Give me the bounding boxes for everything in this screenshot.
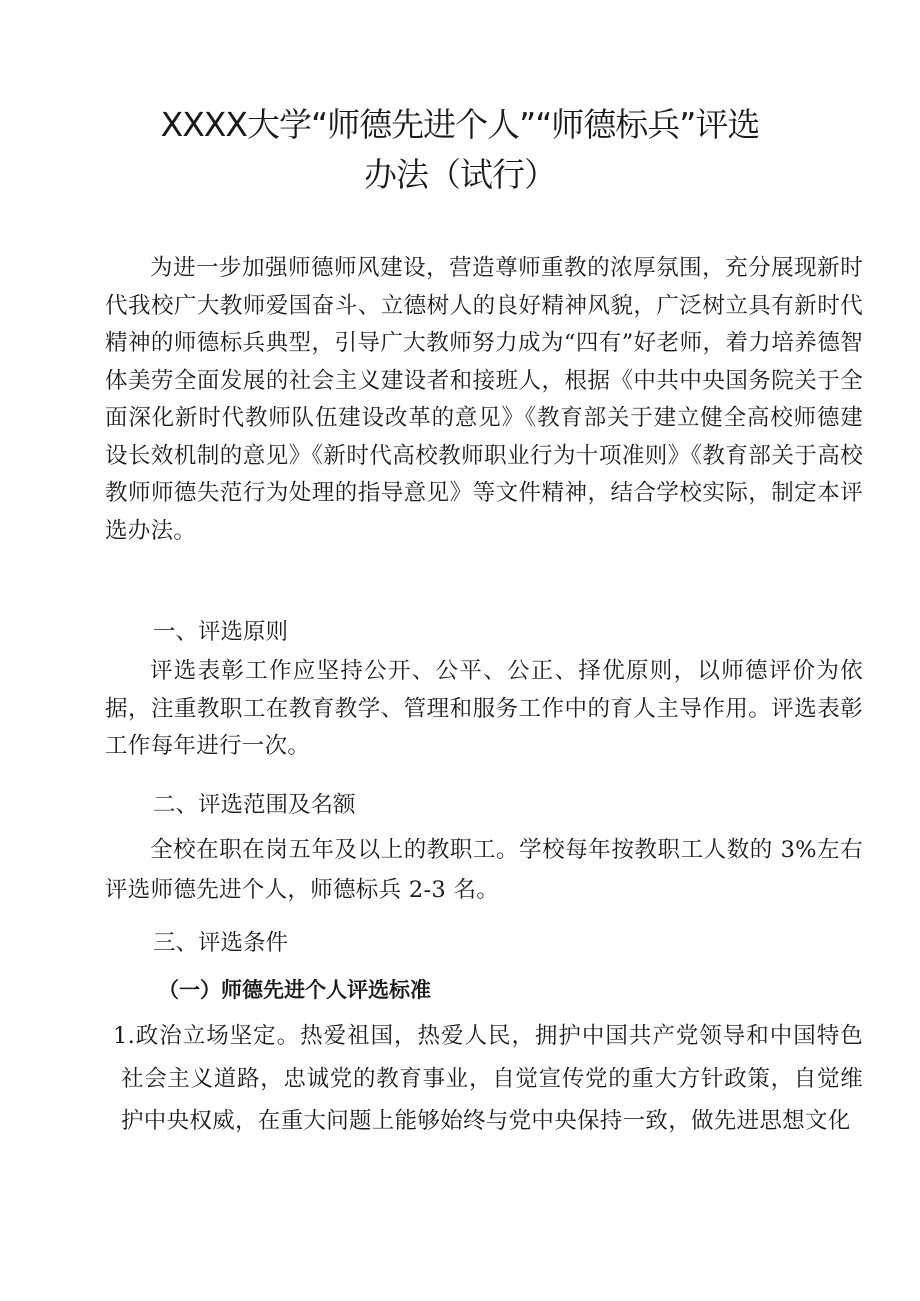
section-heading-criteria: 三、评选条件 [153,930,289,956]
document-title: XXXX大学“师德先进个人”“师德标兵”评选 [160,105,760,144]
intro-paragraph: 为进一步加强师德师风建设，营造尊师重教的浓厚氛围，充分展现新时代我校广大教师爱国奋斗、立德树人的良好精神风貌，广泛树立具有新时代精神的师德标兵典型，引导广大教师努力成为“四有”好老师，着力培养德智体美劳全面发展的社会主义建设者和接班人，根据《中共中央国务院关于全面深化新时代教师队伍建设改革的意见》《教育部关于建立健全高校师德建设长效机制的意见》《新时代高校教师职业行为十项准则》《教育部关于高校教师师德失范行为处理的指导意见》等文件精神，结合学校实际，制定本评选办法。 [105,255,863,544]
document-title-line2: 办法（试行） [364,155,556,194]
scope-paragraph: 全校在职在岗五年及以上的教职工。学校每年按教职工人数的 3%左右评选师德先进个人，师德标兵 2-3 名。 [105,837,863,903]
principles-paragraph: 评选表彰工作应坚持公开、公平、公正、择优原则，以师德评价为依据，注重教职工在教育教学、管理和服务工作中的育人主导作用。评选表彰工作每年进行一次。 [105,658,863,759]
section-heading-principles: 一、评选原则 [153,619,289,645]
subsection-heading-advanced-individual: （一）师德先进个人评选标准 [158,978,431,1002]
section-heading-scope: 二、评选范围及名额 [153,792,356,818]
criteria-item-1: 1.政治立场坚定。热爱祖国，热爱人民，拥护中国共产党领导和中国特色社会主义道路，忠诚党的教育事业，自觉宣传党的重大方针政策，自觉维护中央权威，在重大问题上能够始终与党中央保持一致，做先进思想文化 [113,1023,863,1134]
